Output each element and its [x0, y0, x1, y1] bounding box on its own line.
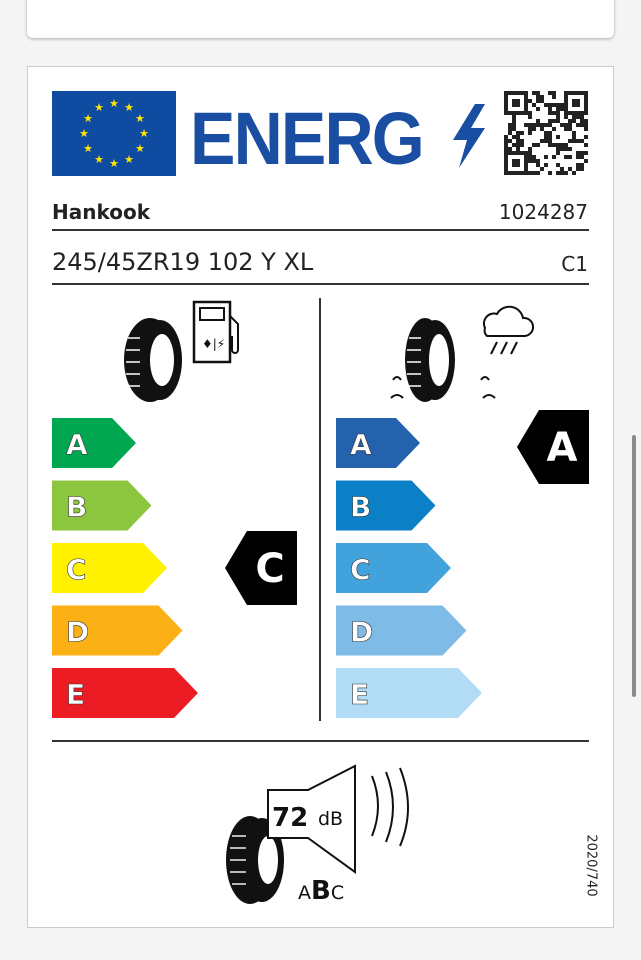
fuel-class-label: D	[66, 615, 90, 649]
fuel-class-label: A	[66, 428, 88, 461]
wet-grip-bar-a	[336, 418, 420, 468]
star-icon: ★	[79, 127, 89, 140]
fuel-bar-a	[52, 418, 136, 468]
star-icon: ★	[83, 142, 93, 155]
previous-card	[27, 0, 614, 38]
star-icon: ★	[124, 101, 134, 115]
qr-code-icon[interactable]	[503, 90, 589, 176]
divider	[52, 283, 589, 285]
supplier-name: Hankook	[52, 200, 151, 224]
star-icon: ★	[94, 101, 104, 115]
star-icon: ★	[124, 152, 134, 166]
star-icon: ★	[135, 112, 145, 125]
scrollbar[interactable]	[632, 435, 636, 697]
fuel-class-label: C	[66, 553, 87, 586]
fuel-bar-b	[52, 481, 152, 531]
star-icon: ★	[109, 157, 119, 170]
fuel-class-label: B	[66, 490, 88, 524]
fuel-class-label: E	[66, 678, 86, 711]
noise-class-b: B	[311, 876, 331, 906]
fuel-rating-marker	[225, 531, 297, 605]
lightning-icon	[445, 104, 491, 168]
divider	[52, 229, 589, 231]
type-identifier: 1024287	[498, 200, 588, 224]
noise-class-c: C	[330, 882, 345, 904]
wet-grip-class-label: A	[350, 428, 372, 461]
divider	[52, 740, 589, 742]
star-icon: ★	[94, 152, 104, 166]
tyre-size: 245/45ZR19 102 Y XL	[52, 248, 314, 276]
wet-grip-class-label: C	[350, 553, 371, 586]
fuel-bar-d	[52, 606, 183, 656]
wet-grip-bar-c	[336, 543, 451, 593]
wet-grip-icon	[385, 298, 545, 408]
wet-grip-rating-marker	[517, 410, 589, 484]
energy-title: ENERG	[190, 97, 423, 180]
noise-class	[298, 876, 344, 906]
wet-grip-class-label: E	[350, 678, 370, 711]
regulation-number: 2020/740	[583, 834, 599, 897]
rating-scales	[0, 400, 641, 730]
wet-grip-bar-d	[336, 606, 467, 656]
star-icon: ★	[109, 97, 119, 110]
fuel-efficiency-icon	[110, 298, 245, 408]
svg-text:A: A	[546, 425, 578, 471]
wet-grip-class-label: B	[350, 490, 372, 524]
svg-text:♦|⚡: ♦|⚡	[202, 337, 226, 351]
noise-class-a: A	[298, 882, 311, 904]
svg-text:C: C	[255, 546, 285, 592]
star-icon: ★	[135, 142, 145, 155]
noise-value: 72	[272, 803, 309, 833]
star-icon: ★	[139, 127, 149, 140]
wet-grip-class-label: D	[350, 615, 374, 649]
noise-unit: dB	[318, 808, 344, 830]
wet-grip-bar-b	[336, 481, 436, 531]
star-icon: ★	[83, 112, 93, 125]
fuel-bar-c	[52, 543, 167, 593]
wet-grip-bar-e	[336, 668, 482, 718]
tyre-class: C1	[561, 252, 588, 276]
fuel-bar-e	[52, 668, 198, 718]
eu-flag-icon	[52, 91, 176, 176]
